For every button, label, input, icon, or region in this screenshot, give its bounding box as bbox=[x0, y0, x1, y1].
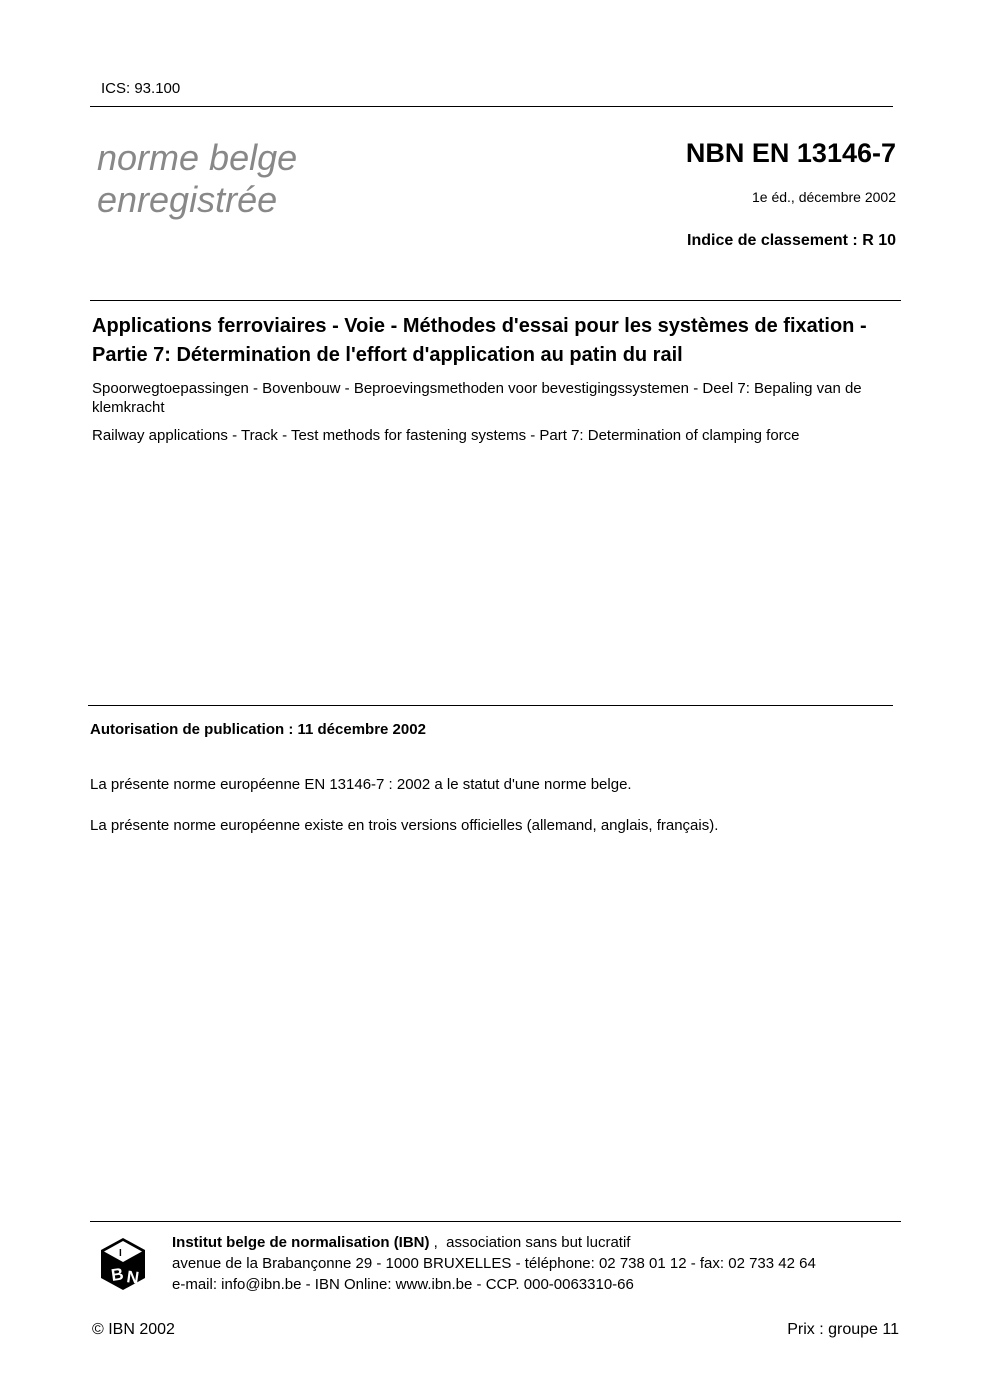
classification-index: Indice de classement : R 10 bbox=[687, 232, 896, 249]
versions-paragraph: La présente norme européenne existe en trois versions officielles (allemand, anglais, français). bbox=[90, 817, 719, 834]
copyright: © IBN 2002 bbox=[92, 1321, 175, 1338]
price-group: Prix : groupe 11 bbox=[787, 1321, 899, 1338]
title-dutch: Spoorwegtoepassingen - Bovenbouw - Beproevingsmethoden voor bevestigingssystemen - Deel 7: Bepaling van de klemkracht bbox=[92, 380, 862, 416]
publication-authorization: Autorisation de publication : 11 décembre 2002 bbox=[90, 721, 426, 738]
institute-line bbox=[172, 1232, 816, 1253]
institute-contact: e-mail: info@ibn.be - IBN Online: www.ibn.be - CCP. 000-0063310-66 bbox=[172, 1276, 634, 1293]
svg-text:N: N bbox=[125, 1267, 141, 1288]
footer-rule bbox=[90, 1221, 901, 1222]
title-rule bbox=[90, 300, 901, 301]
title-english: Railway applications - Track - Test methods for fastening systems - Part 7: Determination of clamping force bbox=[92, 427, 800, 444]
brand-line-1: norme belge bbox=[97, 137, 298, 178]
svg-text:B: B bbox=[109, 1264, 125, 1285]
svg-text:I: I bbox=[119, 1248, 122, 1259]
ics-code: ICS: 93.100 bbox=[101, 80, 181, 97]
edition-date: 1e éd., décembre 2002 bbox=[752, 189, 896, 205]
standard-number: NBN EN 13146-7 bbox=[685, 138, 896, 168]
ibn-logo bbox=[98, 1237, 148, 1291]
institute-address: avenue de la Brabançonne 29 - 1000 BRUXELLES - téléphone: 02 738 01 12 - fax: 02 733 42 64 bbox=[172, 1255, 816, 1272]
status-paragraph: La présente norme européenne EN 13146-7 : 2002 a le statut d'une norme belge. bbox=[90, 776, 632, 793]
title-french: Applications ferroviaires - Voie - Méthodes d'essai pour les systèmes de fixation - Partie 7: Détermination de l'effort d'application au patin du rail bbox=[92, 315, 867, 366]
institute-suffix: , association sans but lucratif bbox=[429, 1234, 631, 1251]
institute-name: Institut belge de normalisation (IBN) bbox=[172, 1234, 430, 1251]
institute-block bbox=[172, 1232, 816, 1295]
brand-title bbox=[97, 137, 297, 221]
header-rule bbox=[90, 106, 893, 107]
body-rule bbox=[88, 705, 893, 706]
brand-line-2: enregistrée bbox=[97, 179, 278, 220]
